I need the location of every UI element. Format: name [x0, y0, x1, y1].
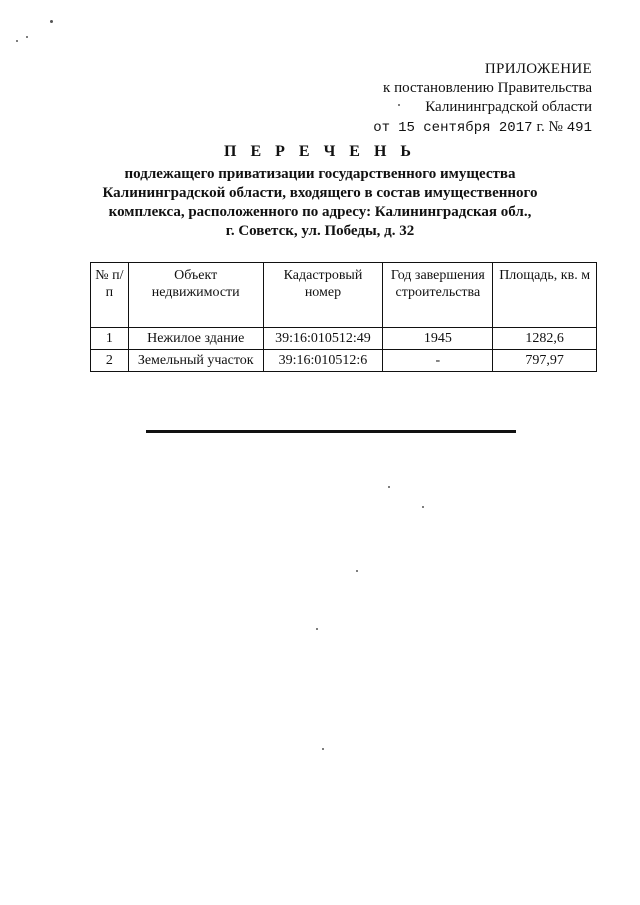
col-header-area: Площадь, кв. м — [493, 263, 597, 328]
cell-object: Нежилое здание — [128, 328, 263, 350]
cell-cadastral: 39:16:010512:6 — [263, 350, 383, 372]
resolution-number: 491 — [566, 120, 592, 136]
cell-area: 1282,6 — [493, 328, 597, 350]
cell-year: - — [383, 350, 493, 372]
cell-cadastral: 39:16:010512:49 — [263, 328, 383, 350]
date-value: 15 сентября 2017 — [398, 120, 533, 136]
table-row — [91, 328, 597, 350]
cell-number: 1 — [91, 328, 129, 350]
annex-date-number — [373, 118, 592, 138]
scan-speck — [26, 36, 28, 38]
col-header-cadastral: Кадастровый номер — [263, 263, 383, 328]
cell-object: Земельный участок — [128, 350, 263, 372]
scan-speck — [356, 570, 358, 572]
heading-line-4: г. Советск, ул. Победы, д. 32 — [225, 223, 415, 239]
cell-year: 1945 — [383, 328, 493, 350]
scan-speck — [322, 748, 324, 750]
date-mid: г. № — [536, 119, 563, 135]
table-header-row — [91, 263, 597, 328]
list-title: П Е Р Е Ч Е Н Ь — [224, 143, 416, 160]
annex-title: ПРИЛОЖЕНИЕ — [484, 61, 592, 77]
scan-speck — [16, 40, 18, 42]
annex-header — [373, 60, 592, 138]
col-header-year: Год завершения строительства — [383, 263, 493, 328]
heading-line-1: подлежащего приватизации государственного имущества — [124, 166, 516, 182]
property-table — [90, 262, 597, 372]
list-heading — [60, 142, 580, 241]
heading-line-3: комплекса, расположенного по адресу: Калининградская обл., — [108, 204, 532, 220]
annex-line-region: Калининградской области — [425, 99, 592, 115]
date-prefix: от — [373, 120, 391, 136]
scan-speck — [316, 628, 318, 630]
col-header-object: Объект недвижимости — [128, 263, 263, 328]
scan-speck — [388, 486, 390, 488]
closing-rule — [146, 430, 516, 433]
cell-area: 797,97 — [493, 350, 597, 372]
cell-number: 2 — [91, 350, 129, 372]
col-header-number: № п/п — [91, 263, 129, 328]
scan-speck — [50, 20, 53, 23]
annex-line-resolution: к постановлению Правительства — [383, 80, 592, 96]
scan-speck — [398, 104, 400, 106]
heading-line-2: Калининградской области, входящего в состав имущественного — [102, 185, 538, 201]
scan-speck — [422, 506, 424, 508]
table-row — [91, 350, 597, 372]
